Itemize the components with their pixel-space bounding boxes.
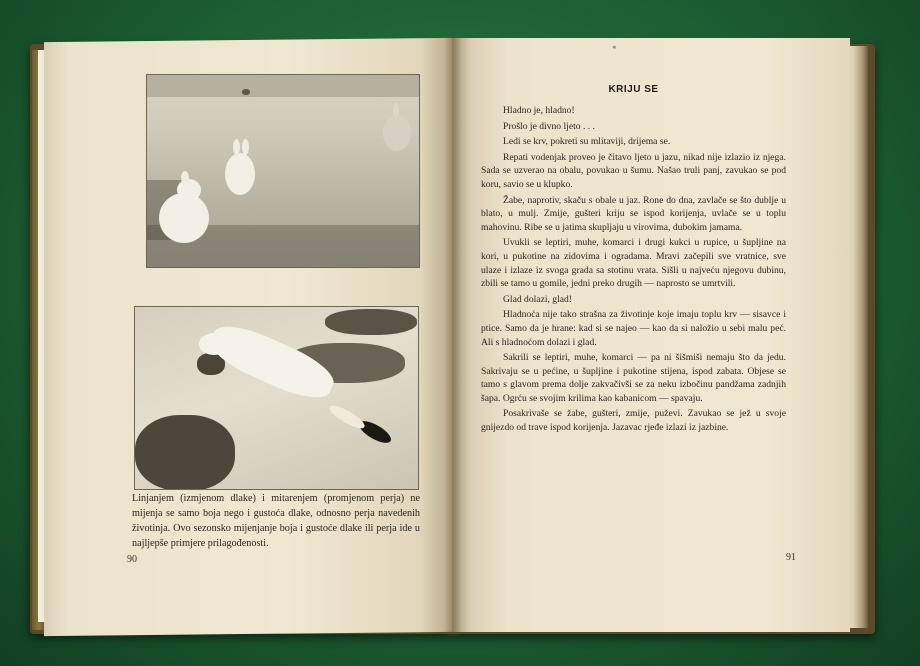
paragraph: Žabe, naprotiv, skaču s obale u jaz. Rone do dna, zavlače se što dublje u blato, u mulj. Zmije, gušteri kriju se ispod korijenja, uvlače se u toplu mahovinu. Ribe se u jatima skupljaju u virovima, dubokim jamama.: [481, 194, 786, 233]
hare-middle: [225, 153, 255, 195]
rock-top-right: [325, 309, 417, 335]
page-number-left: 90: [127, 554, 137, 565]
photo-snow-hares: [146, 74, 420, 268]
page-mark: *: [612, 44, 617, 54]
hare-middle-ear-2: [242, 139, 249, 155]
paragraph: Hladnoća nije tako strašna za životinje koje imaju toplu krv — sisavce i ptice. Samo da je hrane: kad si se najeo — kao da si naložio u sebi malu peć. Ali s hladnoćom dolazi i glad.: [481, 309, 786, 348]
book-gutter: [444, 36, 462, 636]
paragraph: Posakrivaše se žabe, gušteri, zmije, puževi. Zavukao se jež u svoje gnijezdo od trave ispod korijenja. Jazavac rjeđe izlazi iz jazbine.: [481, 408, 786, 434]
ermine-tail: [327, 402, 368, 432]
hare-middle-ear: [233, 139, 240, 155]
hare-right: [383, 115, 411, 151]
paragraph: Uvukli se leptiri, muhe, komarci i drugi kukci u rupice, u šupljine na kori, u pukotine na zidovima i ogradama. Mravi začepili sve vratnice, sve ulaze i izlaze iz svoga grada sa stotinu vrata. Sišli u najveću njegovu dubinu, zbili se tamo u gomile, jedni preko drugih — naprosto se umrtvili.: [481, 237, 786, 290]
rock-bottom-left: [135, 415, 235, 490]
chapter-body: [481, 104, 786, 437]
caption-text: Linjanjem (izmjenom dlake) i mitarenjem (promjenom perja) ne mijenja se samo boja nego i gustoća dlake, odnosno perja navedenih životinja. Ovo sezonsko mijenjanje boja i gustoće dlake ili perja ide u najljepše primjere prilagođenosti.: [132, 493, 420, 549]
photo-caption: [132, 491, 420, 551]
chapter-title: KRIJU SE: [608, 84, 659, 95]
hare-left: [159, 193, 209, 243]
hare-left-head: [177, 179, 201, 201]
page-number-right: 91: [786, 552, 796, 563]
paragraph: Repati vodenjak proveo je čitavo ljeto u jazu, nikad nije izlazio iz njega. Sada se uzverao na obalu, povukao u šumu. Našao truli panj, zavukao se pod koru, savio se u klupko.: [481, 151, 786, 190]
paragraph: Ledi se krv, pokreti su mlitaviji, drijema se.: [503, 136, 671, 148]
photo-ermine: [134, 306, 419, 490]
hare-left-ear: [181, 171, 189, 185]
hare-right-ear: [393, 103, 399, 118]
paragraph: Hladno je, hladno!: [503, 105, 575, 116]
ermine-head: [199, 333, 229, 355]
paragraph: Prošlo je divno ljeto . . .: [503, 120, 595, 132]
paragraph: Glad dolazi, glad!: [503, 293, 572, 305]
paragraph: Sakrili se leptiri, muhe, komarci — pa ni šišmiši nemaju što da jedu. Sakrivaju se u pećine, u šupljine i pukotine stijena, ispod zabata. Objese se tamo s glavom prema dolje zakvačivši se za neku izbočinu pandžama zadnjih šapa. Ogrću se svojim krilima kao kabanicom — spavaju.: [481, 352, 786, 404]
dark-spot: [242, 89, 250, 95]
